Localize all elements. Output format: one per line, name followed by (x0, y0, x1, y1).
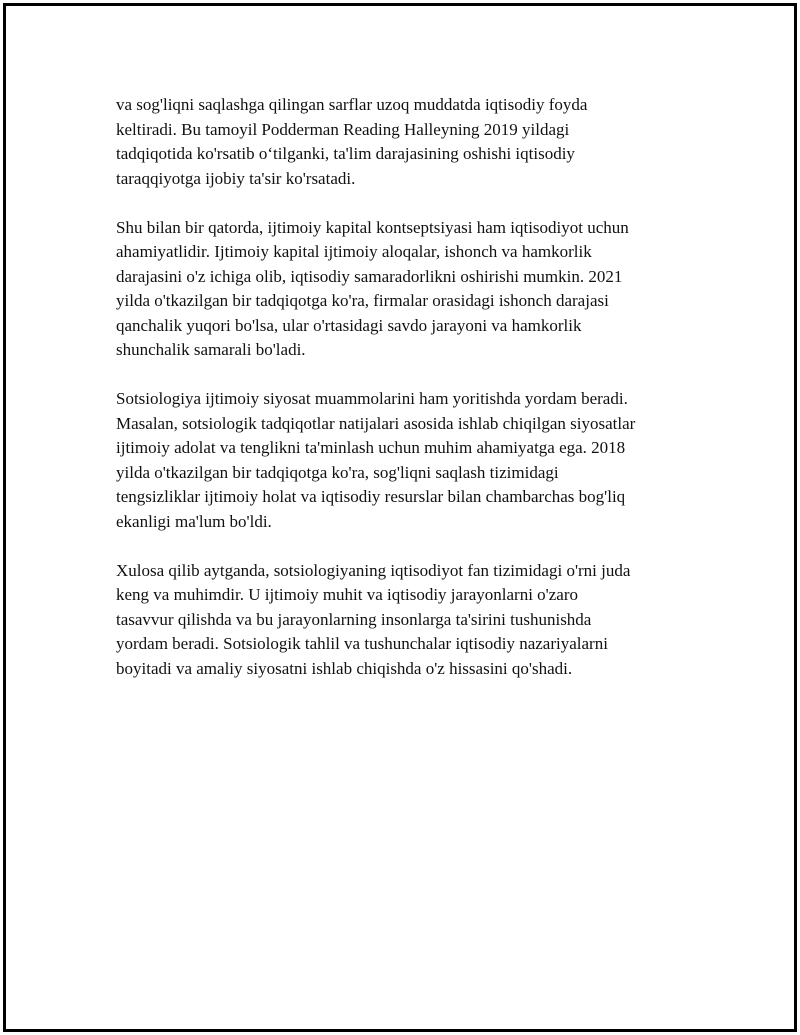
text-line: tasavvur qilishda va bu jarayonlarning insonlarga ta'sirini tushunishda (116, 609, 592, 629)
text-line: darajasini o'z ichiga olib, iqtisodiy samaradorlikni oshirishi mumkin. 2021 (116, 266, 623, 286)
text-line: va sog'liqni saqlashga qilingan sarflar uzoq muddatda iqtisodiy foyda (116, 95, 588, 114)
paragraph-1 (116, 93, 686, 191)
text-line: tengsizliklar ijtimoiy holat va iqtisodiy resurslar bilan chambarchas bog'liq (116, 487, 626, 506)
text-line: qanchalik yuqori bo'lsa, ular o'rtasidagi savdo jarayoni va hamkorlik (116, 315, 582, 335)
text-line: Shu bilan bir qatorda, ijtimoiy kapital kontseptsiyasi ham iqtisodiyot uchun (116, 217, 629, 237)
text-line: yordam beradi. Sotsiologik tahlil va tushunchalar iqtisodiy nazariyalarni (116, 634, 608, 653)
text-line: yilda o'tkazilgan bir tadqiqotga ko'ra, sog'liqni saqlash tizimidagi (116, 462, 559, 482)
text-line: Xulosa qilib aytganda, sotsiologiyaning iqtisodiyot fan tizimidagi o'rni juda (116, 560, 631, 580)
paragraph-4 (116, 559, 686, 682)
paragraph-2 (116, 216, 686, 363)
paragraph-3 (116, 387, 686, 534)
text-line: keltiradi. Bu tamoyil Podderman Reading Halleyning 2019 yildagi (116, 119, 570, 139)
text-line: keng va muhimdir. U ijtimoiy muhit va iqtisodiy jarayonlarni o'zaro (116, 585, 578, 604)
text-line: ijtimoiy adolat va tenglikni ta'minlash uchun muhim ahamiyatga ega. 2018 (116, 438, 626, 457)
text-line: ekanligi ma'lum bo'ldi. (116, 511, 272, 531)
text-line: boyitadi va amaliy siyosatni ishlab chiqishda o'z hissasini qo'shadi. (116, 658, 573, 678)
text-line: shunchalik samarali bo'ladi. (116, 340, 306, 359)
text-line: taraqqiyotga ijobiy ta'sir ko'rsatadi. (116, 168, 356, 188)
text-line: ahamiyatlidir. Ijtimoiy kapital ijtimoiy aloqalar, ishonch va hamkorlik (116, 242, 592, 261)
text-line: Masalan, sotsiologik tadqiqotlar natijalari asosida ishlab chiqilgan siyosatlar (116, 413, 636, 433)
text-line: tadqiqotida ko'rsatib o‘tilganki, ta'lim darajasining oshishi iqtisodiy (116, 144, 575, 163)
text-line: Sotsiologiya ijtimoiy siyosat muammolarini ham yoritishda yordam beradi. (116, 389, 628, 408)
document-body (116, 93, 686, 706)
text-line: yilda o'tkazilgan bir tadqiqotga ko'ra, firmalar orasidagi ishonch darajasi (116, 291, 609, 310)
